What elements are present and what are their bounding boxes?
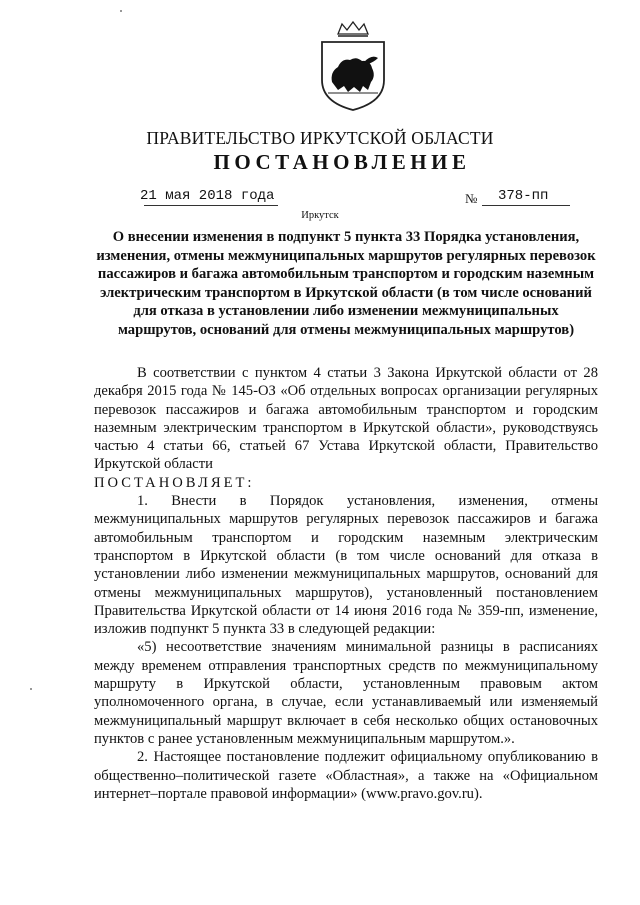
scan-speck xyxy=(120,10,122,12)
government-title: ПРАВИТЕЛЬСТВО ИРКУТСКОЙ ОБЛАСТИ xyxy=(146,128,494,148)
scan-speck xyxy=(30,688,32,690)
quoted-amendment-paragraph: «5) несоответствие значениям минимальной разницы в расписаниях между временем отправления транспортных средств по межмуниципальному маршруту в Иркутской области, установленным правовым актом уполномоченного органа, в случае, если устанавливаемый или изменяемый межмуниципальный маршрут включает в себя несколько общих остановочных пунктов с ранее установленным межмуниципальным маршрутом.». xyxy=(94,639,598,747)
item-1-paragraph: 1. Внести в Порядок установления, изменения, отмены межмуниципальных маршрутов регулярных перевозок пассажиров и багажа автомобильным транспортом и городским наземным электрическим транспортом в Иркутской области (в том числе оснований для отказа в установлении либо изменении межмуниципальных маршрутов, оснований для отмены межмуниципальных маршрутов), установленный постановлением Правительства Иркутской области от 14 июня 2016 года № 359-пп, изменение, изложив подпункт 5 пункта 33 в следующей редакции: xyxy=(94,493,598,638)
number-sign: № xyxy=(465,191,478,206)
preamble-paragraph: В соответствии с пунктом 4 статьи 3 Закона Иркутской области от 28 декабря 2015 года № 145-ОЗ «Об отдельных вопросах организации регулярных перевозок пассажиров и багажа автомобильным транспортом и городским наземным электрическим транспортом в Иркутской области», руководствуясь частью 4 статьи 66, статьей 67 Устава Иркутской области, Правительство Иркутской области xyxy=(94,365,598,473)
decree-title: О внесении изменения в подпункт 5 пункта 33 Порядка установления, изменения, отмены межмуниципальных маршрутов регулярных перевозок пассажиров и багажа автомобильным транспортом и городским наземным электрическим транспортом в Иркутской области (в том числе оснований для отказа в установлении либо изменении межмуниципальных маршрутов, оснований для отмены межмуниципальных маршрутов) xyxy=(96,229,596,338)
document-type-heading: ПОСТАНОВЛЕНИЕ xyxy=(213,150,471,174)
date-underline xyxy=(144,205,278,206)
number-underline xyxy=(482,205,570,206)
item-2-paragraph: 2. Настоящее постановление подлежит официальному опубликованию в общественно–политической газете «Областная», а также на «Официальном интернет–портале правовой информации» (www.pravo.gov.ru). xyxy=(94,749,598,802)
issue-city: Иркутск xyxy=(301,210,339,221)
resolves-word: ПОСТАНОВЛЯЕТ: xyxy=(94,474,255,491)
decree-date: 21 мая 2018 года xyxy=(140,188,275,204)
decree-number: 378-пп xyxy=(498,188,549,204)
decree-body xyxy=(94,364,598,803)
irkutsk-coat-of-arms-icon xyxy=(316,20,390,112)
